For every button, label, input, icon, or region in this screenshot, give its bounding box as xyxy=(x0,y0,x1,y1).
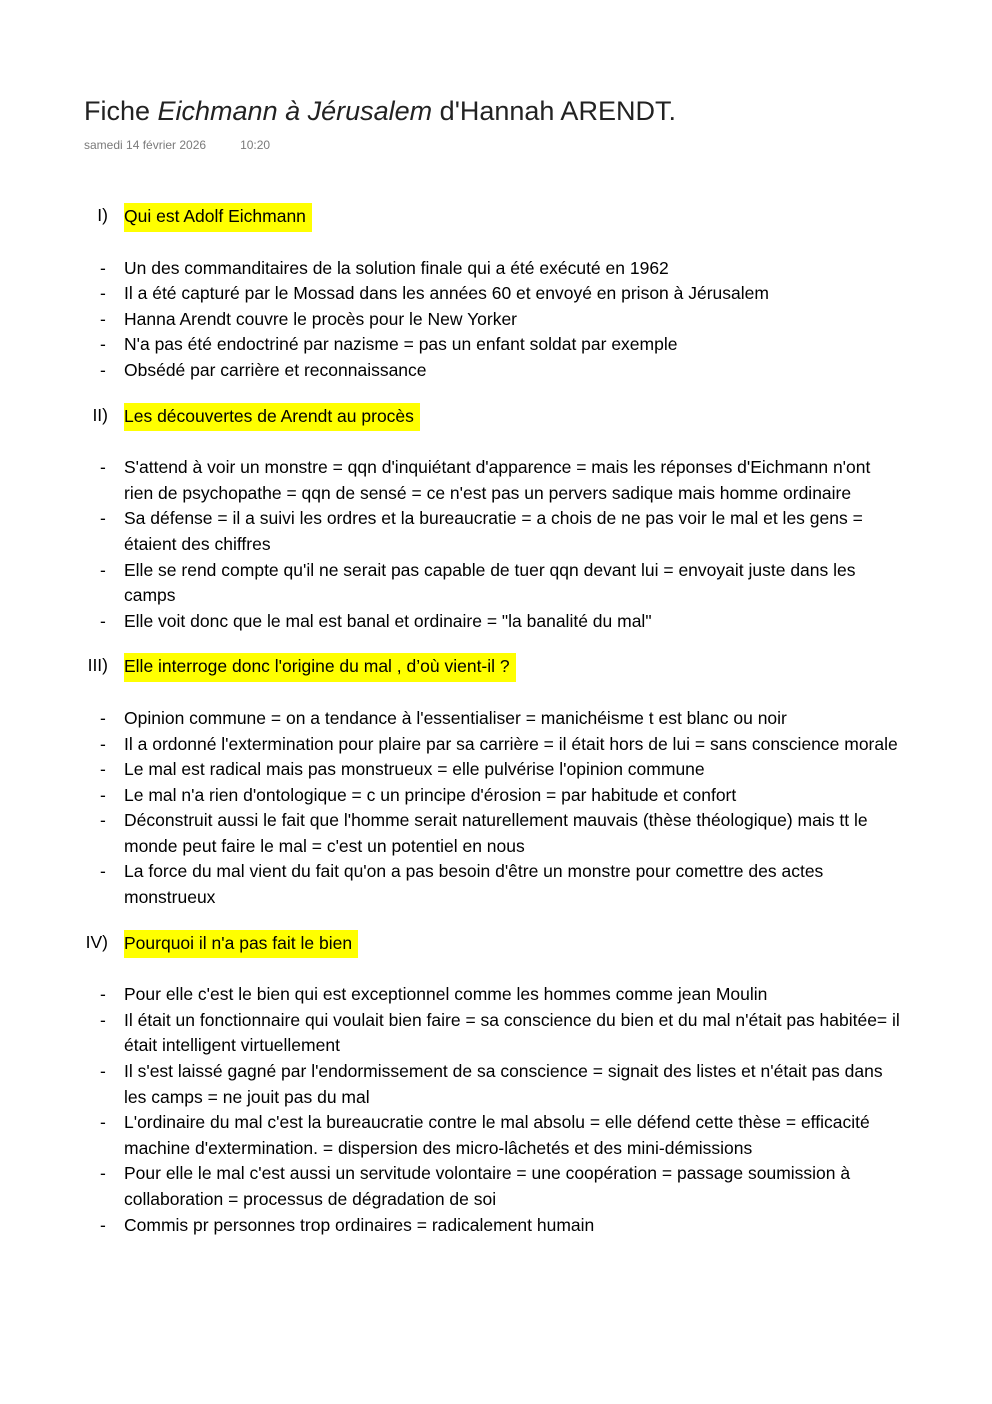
bullet-text: Pour elle c'est le bien qui est exceptionnel comme les hommes comme jean Moulin xyxy=(124,984,768,1005)
note-time: 10:20 xyxy=(240,138,271,152)
bullet-dash: - xyxy=(100,984,106,1005)
bullet-text: Le mal est radical mais pas monstrueux = elle pulvérise l'opinion commune xyxy=(124,759,705,780)
bullet-list xyxy=(84,455,904,634)
section-numeral: II) xyxy=(92,404,108,425)
list-item xyxy=(84,281,904,307)
bullet-dash: - xyxy=(100,508,106,529)
bullet-text: Obsédé par carrière et reconnaissance xyxy=(124,359,427,380)
bullet-dash: - xyxy=(100,1163,106,1184)
section-numeral: III) xyxy=(87,655,108,676)
list-item xyxy=(84,307,904,333)
title-book: Eichmann à Jérusalem xyxy=(157,96,433,126)
bullet-list xyxy=(84,256,904,384)
bullet-text: L'ordinaire du mal c'est la bureaucratie contre le mal absolu = elle défend cette thèse = efficacité machine d'extermination. = dispersion des micro-lâchetés et des mini-démissions xyxy=(124,1112,870,1158)
note-body xyxy=(84,203,904,1257)
bullet-dash: - xyxy=(100,283,106,304)
title-prefix: Fiche xyxy=(84,96,158,126)
list-item xyxy=(84,1213,904,1239)
bullet-text: Elle se rend compte qu'il ne serait pas capable de tuer qqn devant lui = envoyait juste dans les camps xyxy=(124,559,856,606)
list-item xyxy=(84,982,904,1008)
bullet-text: Hanna Arendt couvre le procès pour le New Yorker xyxy=(124,308,518,329)
list-item xyxy=(84,506,904,557)
list-item xyxy=(84,609,904,635)
note-date: samedi 14 février 2026 xyxy=(84,138,207,152)
section-heading xyxy=(84,930,904,959)
bullet-dash: - xyxy=(100,784,106,805)
section-heading-text: Qui est Adolf Eichmann xyxy=(124,203,312,232)
note-timestamp xyxy=(84,138,270,152)
bullet-dash: - xyxy=(100,759,106,780)
list-item xyxy=(84,358,904,384)
section-3 xyxy=(84,653,904,910)
list-item xyxy=(84,808,904,859)
bullet-dash: - xyxy=(100,707,106,728)
bullet-dash: - xyxy=(100,861,106,882)
list-item xyxy=(84,558,904,609)
list-item xyxy=(84,859,904,910)
bullet-dash: - xyxy=(100,257,106,278)
bullet-text: Il s'est laissé gagné par l'endormissement de sa conscience = signait des listes et n'était pas dans les camps = ne jouit pas du mal xyxy=(124,1061,883,1107)
bullet-text: Un des commanditaires de la solution finale qui a été exécuté en 1962 xyxy=(124,257,669,278)
bullet-text: Opinion commune = on a tendance à l'essentialiser = manichéisme t est blanc ou noir xyxy=(124,707,787,728)
list-item xyxy=(84,455,904,506)
bullet-text: Pour elle le mal c'est aussi un servitude volontaire = une coopération = passage soumission à collaboration = processus de dégradation de soi xyxy=(124,1163,851,1209)
section-heading-text: Elle interroge donc l'origine du mal , d’où vient-il ? xyxy=(124,653,516,682)
bullet-text: Il a été capturé par le Mossad dans les années 60 et envoyé en prison à Jérusalem xyxy=(124,283,769,304)
list-item xyxy=(84,732,904,758)
bullet-dash: - xyxy=(100,359,106,380)
bullet-dash: - xyxy=(100,559,106,580)
bullet-text: Il a ordonné l'extermination pour plaire par sa carrière = il était hors de lui = sans conscience morale xyxy=(124,733,898,754)
bullet-dash: - xyxy=(100,733,106,754)
bullet-text: Elle voit donc que le mal est banal et ordinaire = "la banalité du mal" xyxy=(124,610,652,631)
list-item xyxy=(84,1161,904,1212)
bullet-dash: - xyxy=(100,1061,106,1082)
bullet-text: La force du mal vient du fait qu'on a pas besoin d'être un monstre pour comettre des actes monstrueux xyxy=(124,861,824,908)
section-heading xyxy=(84,653,904,682)
bullet-text: Sa défense = il a suivi les ordres et la bureaucratie = a chois de ne pas voir le mal et les gens = étaient des chiffres xyxy=(124,508,863,554)
bullet-text: Commis pr personnes trop ordinaires = radicalement humain xyxy=(124,1214,595,1235)
bullet-dash: - xyxy=(100,1214,106,1235)
list-item xyxy=(84,332,904,358)
section-heading xyxy=(84,403,904,432)
bullet-dash: - xyxy=(100,810,106,831)
section-1 xyxy=(84,203,904,384)
bullet-text: Déconstruit aussi le fait que l'homme serait naturellement mauvais (thèse théologique) mais tt le monde peut faire le mal = c'est un potentiel en nous xyxy=(124,810,868,856)
bullet-text: Le mal n'a rien d'ontologique = c un principe d'érosion = par habitude et confort xyxy=(124,784,737,805)
bullet-dash: - xyxy=(100,457,106,478)
section-heading-text: Pourquoi il n'a pas fait le bien xyxy=(124,930,358,959)
bullet-dash: - xyxy=(100,1009,106,1030)
section-numeral: IV) xyxy=(85,931,108,952)
bullet-list xyxy=(84,706,904,911)
list-item xyxy=(84,1008,904,1059)
section-heading-text: Les découvertes de Arendt au procès xyxy=(124,403,420,432)
section-4 xyxy=(84,930,904,1239)
bullet-text: N'a pas été endoctriné par nazisme = pas un enfant soldat par exemple xyxy=(124,334,678,355)
bullet-dash: - xyxy=(100,610,106,631)
section-numeral: I) xyxy=(97,205,108,225)
list-item xyxy=(84,757,904,783)
section-heading xyxy=(84,203,904,232)
title-author: d'Hannah ARENDT. xyxy=(432,96,676,126)
bullet-dash: - xyxy=(100,308,106,329)
page-title xyxy=(84,96,676,127)
list-item xyxy=(84,256,904,282)
list-item xyxy=(84,706,904,732)
bullet-list xyxy=(84,982,904,1238)
bullet-dash: - xyxy=(100,1112,106,1133)
bullet-text: Il était un fonctionnaire qui voulait bien faire = sa conscience du bien et du mal n'était pas habitée= il était intelligent virtuellement xyxy=(124,1009,900,1056)
list-item xyxy=(84,1059,904,1110)
list-item xyxy=(84,1110,904,1161)
list-item xyxy=(84,783,904,809)
bullet-dash: - xyxy=(100,334,106,355)
bullet-text: S'attend à voir un monstre = qqn d'inquiétant d'apparence = mais les réponses d'Eichmann n'ont rien de psychopathe = qqn de sensé = ce n'est pas un pervers sadique mais homme ordinaire xyxy=(124,457,871,503)
section-2 xyxy=(84,403,904,635)
